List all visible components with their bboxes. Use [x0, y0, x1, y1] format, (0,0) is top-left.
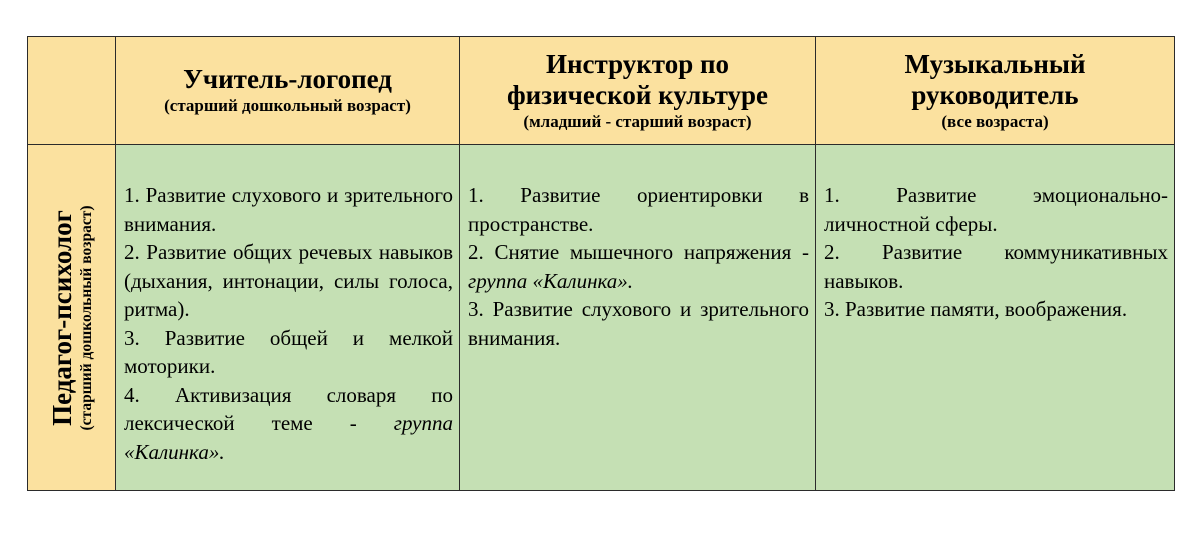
column-title-line-1: Инструктор по	[545, 48, 730, 79]
column-subtitle: (младший - старший возраст)	[523, 111, 752, 131]
column-title: Учитель-логопед	[183, 64, 392, 94]
list-item: 4. Активизация словаря по лексической теме - группа «Калинка».	[124, 382, 453, 464]
column-subtitle: (все возраста)	[941, 111, 1049, 131]
row-header-psychologist	[28, 145, 116, 491]
list-item: 3. Развитие слухового и зрительного внимания.	[468, 297, 809, 350]
item-list	[116, 145, 459, 466]
row-header-rotated	[47, 148, 97, 488]
column-title-line-2: руководитель	[911, 79, 1079, 110]
cell-pe-instructor	[460, 145, 816, 491]
cell-music-director	[816, 145, 1175, 491]
list-item: 3. Развитие общей и мелкой моторики.	[124, 325, 453, 378]
column-header-music-director	[816, 37, 1175, 145]
item-list	[816, 145, 1174, 324]
column-header-speech-therapist	[116, 37, 460, 145]
list-item: 2. Развитие общих речевых навыков (дыхания, интонации, силы голоса, ритма).	[124, 240, 453, 321]
column-title-line-2: физической культуре	[507, 79, 768, 110]
body-row	[28, 145, 1175, 491]
corner-cell	[28, 37, 116, 145]
header-row	[28, 37, 1175, 145]
item-list	[460, 145, 815, 352]
row-title: Педагог-психолог	[46, 209, 77, 426]
column-header-pe-instructor	[460, 37, 816, 145]
list-item: 1. Развитие слухового и зрительного внимания.	[124, 183, 453, 236]
column-title-line-1: Музыкальный	[904, 48, 1086, 79]
list-item: 2. Развитие коммуникативных навыков.	[824, 240, 1168, 293]
cell-speech-therapist	[116, 145, 460, 491]
column-subtitle: (старший дошкольный возраст)	[164, 96, 411, 115]
row-subtitle: (старший дошкольный возраст)	[77, 205, 95, 430]
list-item: 1. Развитие ориентировки в пространстве.	[468, 183, 809, 236]
list-item: 1. Развитие эмоционально-личностной сферы.	[824, 183, 1168, 236]
list-item: 3. Развитие памяти, воображения.	[824, 297, 1128, 321]
list-item: 2. Снятие мышечного напряжения - группа «Калинка».	[468, 240, 809, 293]
specialists-table	[27, 36, 1175, 491]
